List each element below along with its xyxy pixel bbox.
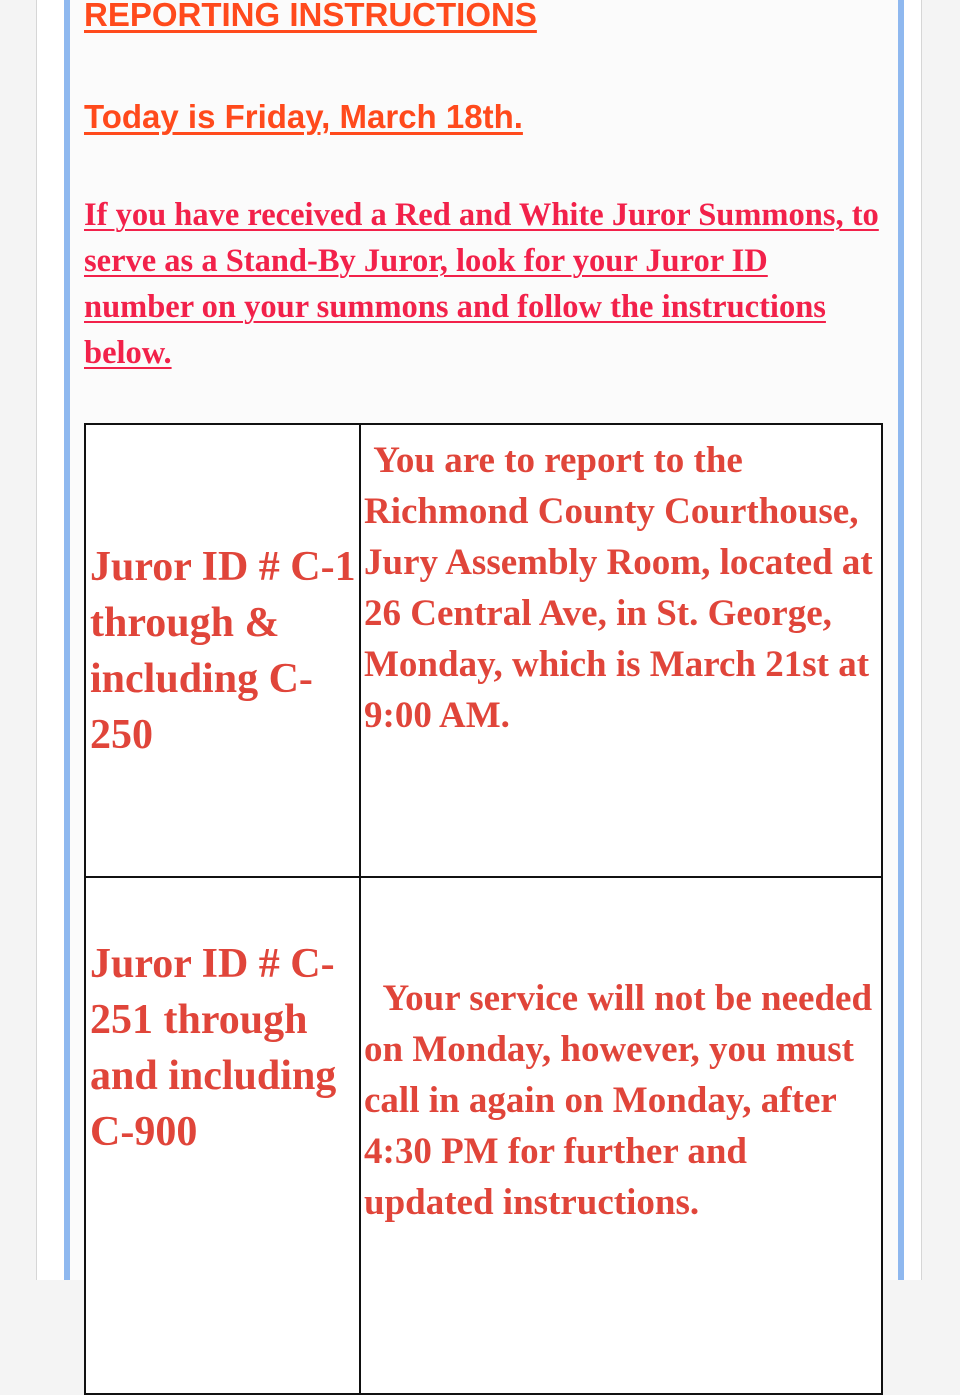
intro-notice: If you have received a Red and White Juror Summons, to serve as a Stand-By Juror, look for your Juror ID number on your summons and follow the instructions below. <box>84 197 879 371</box>
juror-id-range-cell: Juror ID # C-251 through and including C-900 <box>85 877 360 1394</box>
table-row <box>85 877 882 1394</box>
juror-id-range-cell: Juror ID # C-1 through & including C-250 <box>85 424 360 877</box>
reporting-schedule-table <box>84 423 883 1395</box>
instruction-cell: Your service will not be needed on Monday, however, you must call in again on Monday, after 4:30 PM for further and updated instructions. <box>360 877 882 1394</box>
content-panel <box>64 0 904 1280</box>
page-title: REPORTING INSTRUCTIONS <box>84 0 537 33</box>
instruction-cell: You are to report to the Richmond County Courthouse, Jury Assembly Room, located at 26 Central Ave, in St. George, Monday, which is March 21st at 9:00 AM. <box>360 424 882 877</box>
date-notice: Today is Friday, March 18th. <box>84 98 523 135</box>
table-row <box>85 424 882 877</box>
